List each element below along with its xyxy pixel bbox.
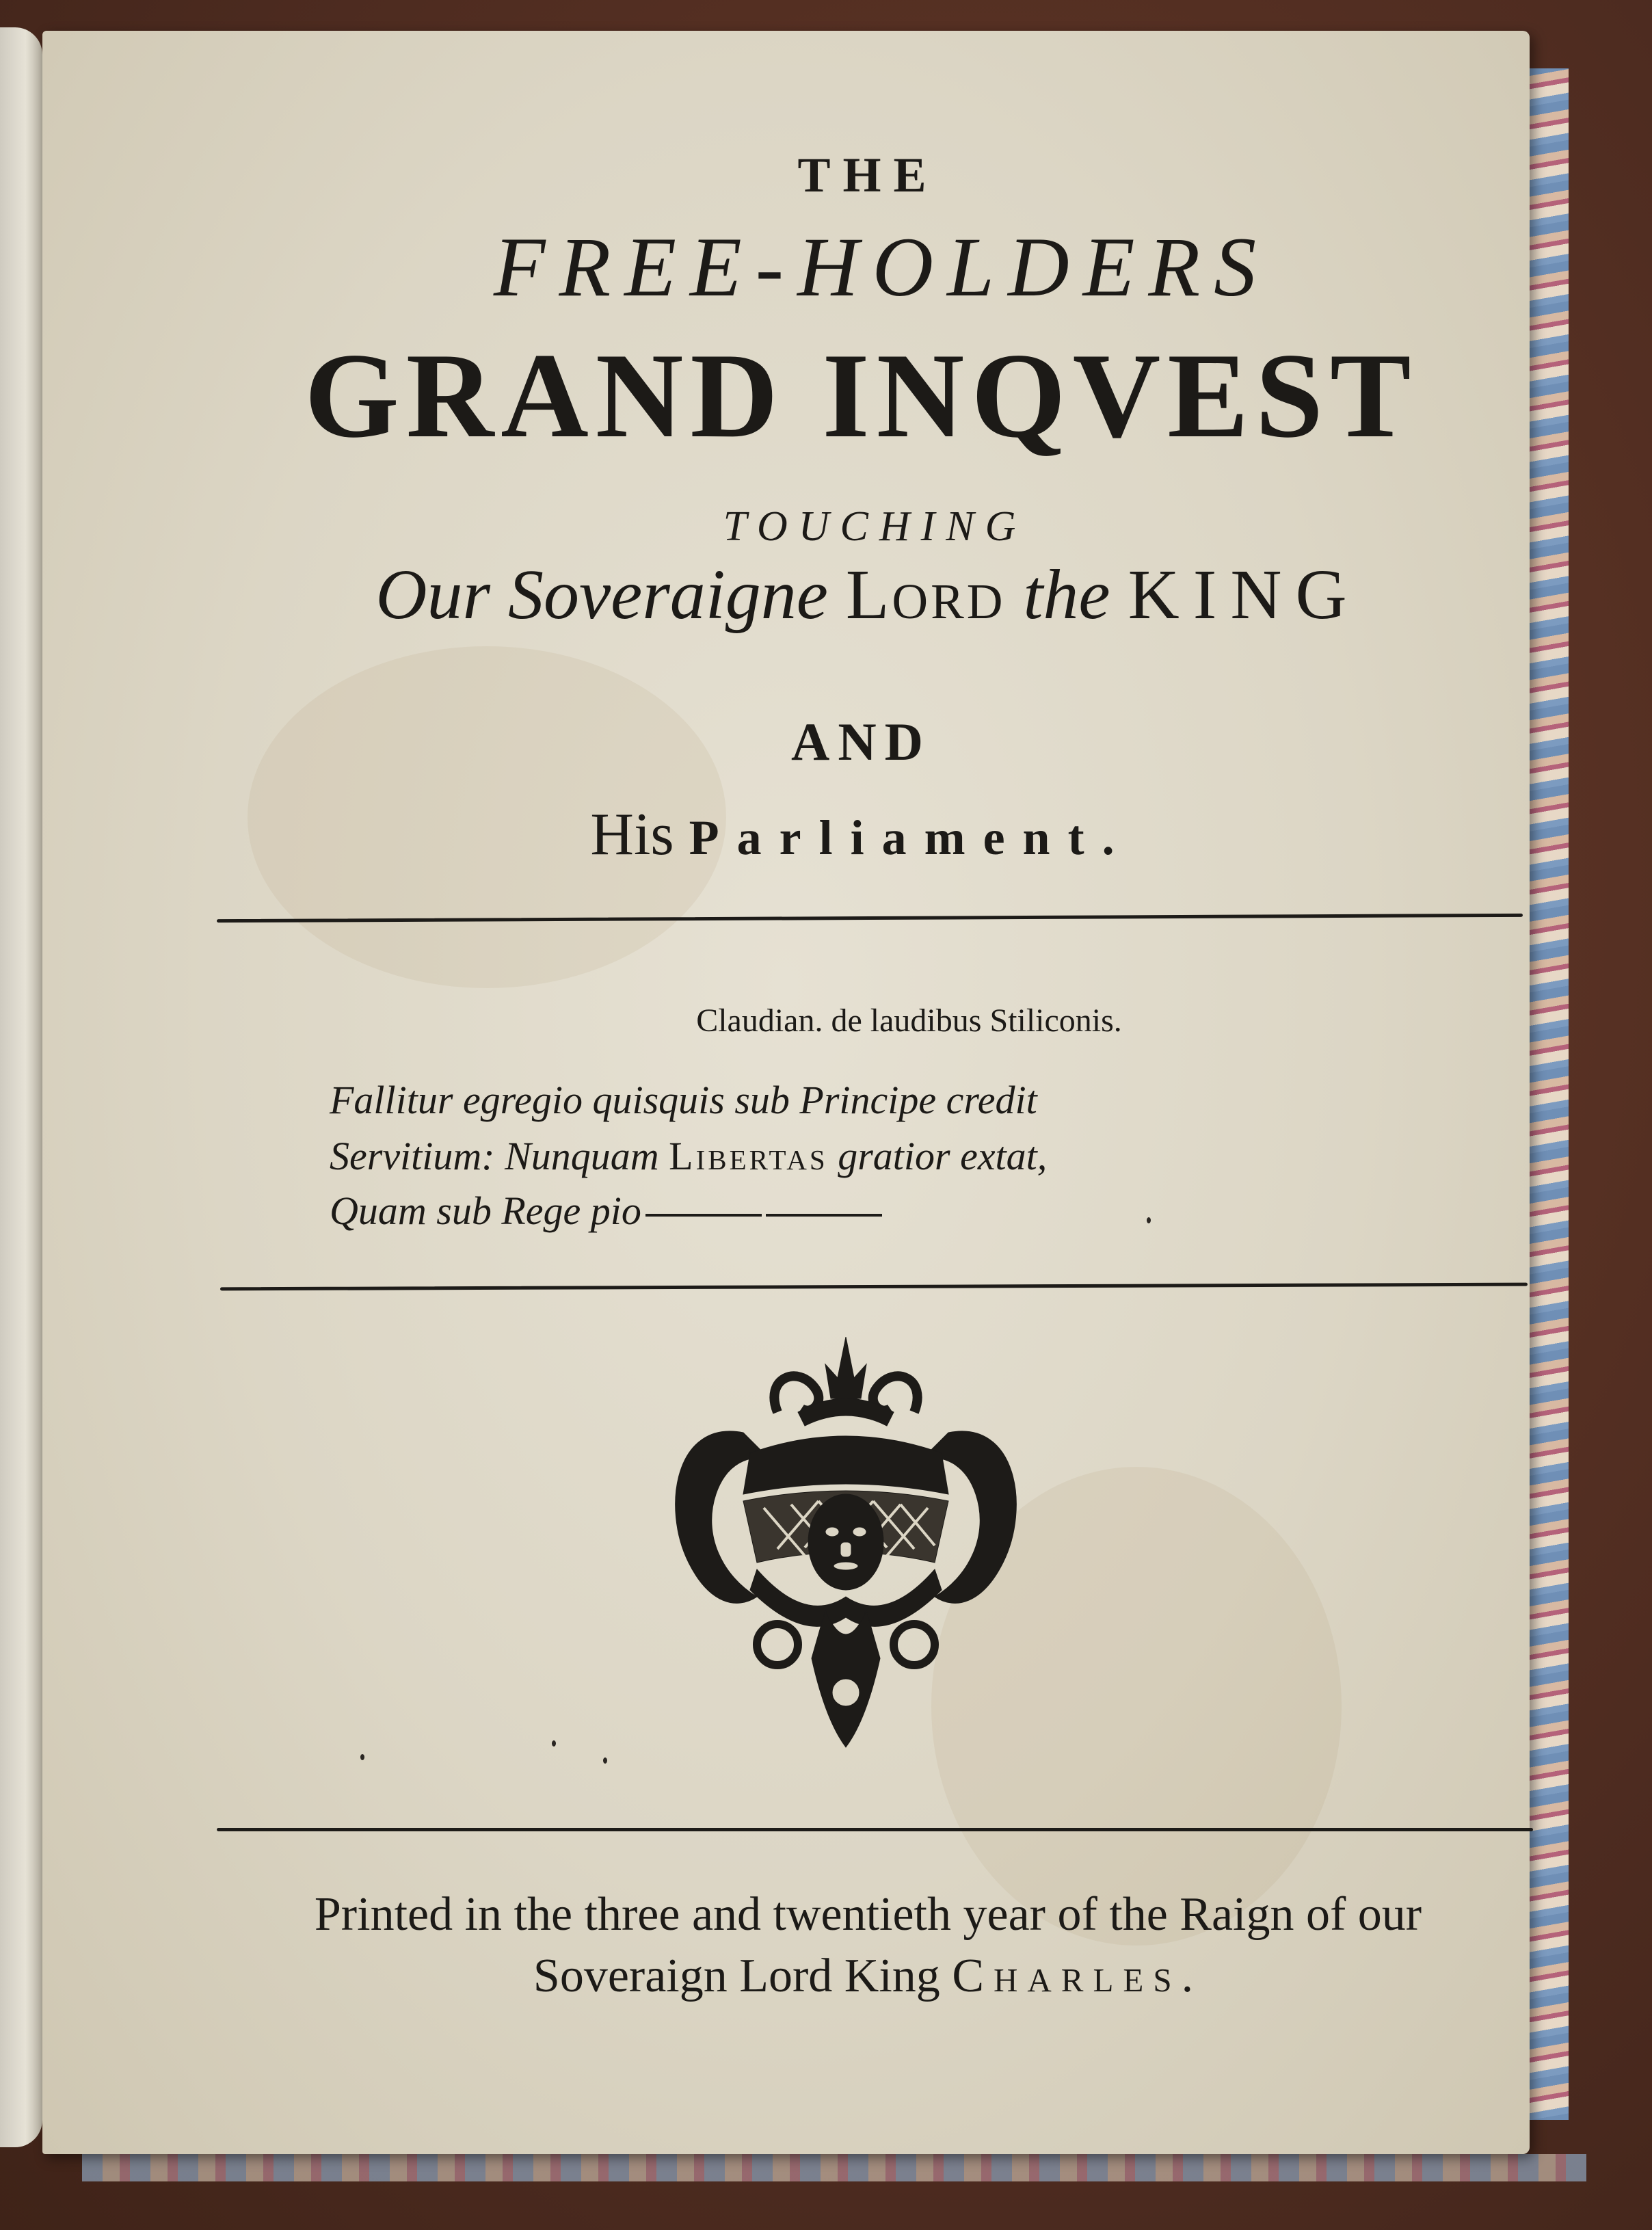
title-line-sovereign [42, 554, 1612, 635]
verse-line-2-start: Servitium: Nunquam [330, 1134, 669, 1178]
printers-ornament-icon [661, 1337, 1030, 1761]
title-line-and: AND [791, 712, 931, 771]
marbled-board-bottom [82, 2154, 1586, 2181]
title-line-touching: TOUCHING [723, 503, 1027, 550]
title-line-free-holders: FREE-HOLDERS [493, 220, 1270, 314]
title-page [42, 31, 1530, 2154]
verse-dash [645, 1214, 762, 1217]
ink-speck [360, 1754, 364, 1760]
verse-line-2 [330, 1133, 1047, 1179]
horizontal-rule [217, 1828, 1533, 1831]
sovereign-text: Our Soveraigne [375, 555, 846, 634]
ink-speck [1147, 1217, 1151, 1223]
ink-speck [552, 1740, 556, 1747]
verse-line-1: Fallitur egregio quisquis sub Principe credit [330, 1078, 1037, 1122]
parliament-text: Parliament. [689, 810, 1132, 865]
title-line-grand-inquest: GRAND INQVEST [304, 328, 1418, 463]
imprint-line-2 [42, 1949, 1612, 2004]
imprint-line-2-start: Soveraign Lord King [533, 1950, 952, 2002]
ink-speck [603, 1757, 607, 1764]
horizontal-rule [220, 1283, 1528, 1291]
his-text: His [590, 801, 689, 868]
facing-leaf [0, 27, 42, 2147]
imprint-line-1: Printed in the three and twentieth year of the Raign of our [314, 1888, 1422, 1941]
verse-line-3 [330, 1188, 882, 1234]
verse-line-3-text: Quam sub Rege pio [330, 1189, 641, 1233]
lord-text: Lord [845, 555, 1006, 634]
title-line-his-parliament [42, 800, 1605, 869]
title-line-the: THE [797, 148, 939, 202]
verse-dash [766, 1214, 882, 1217]
the-text: the [1005, 555, 1128, 634]
king-text: KING [1128, 555, 1361, 634]
verse-line-2-end: gratior extat, [827, 1134, 1048, 1178]
libertas-text: Libertas [669, 1134, 828, 1178]
charles-text: Charles. [952, 1950, 1203, 2002]
epigraph-source: Claudian. de laudibus Stiliconis. [696, 1003, 1122, 1039]
